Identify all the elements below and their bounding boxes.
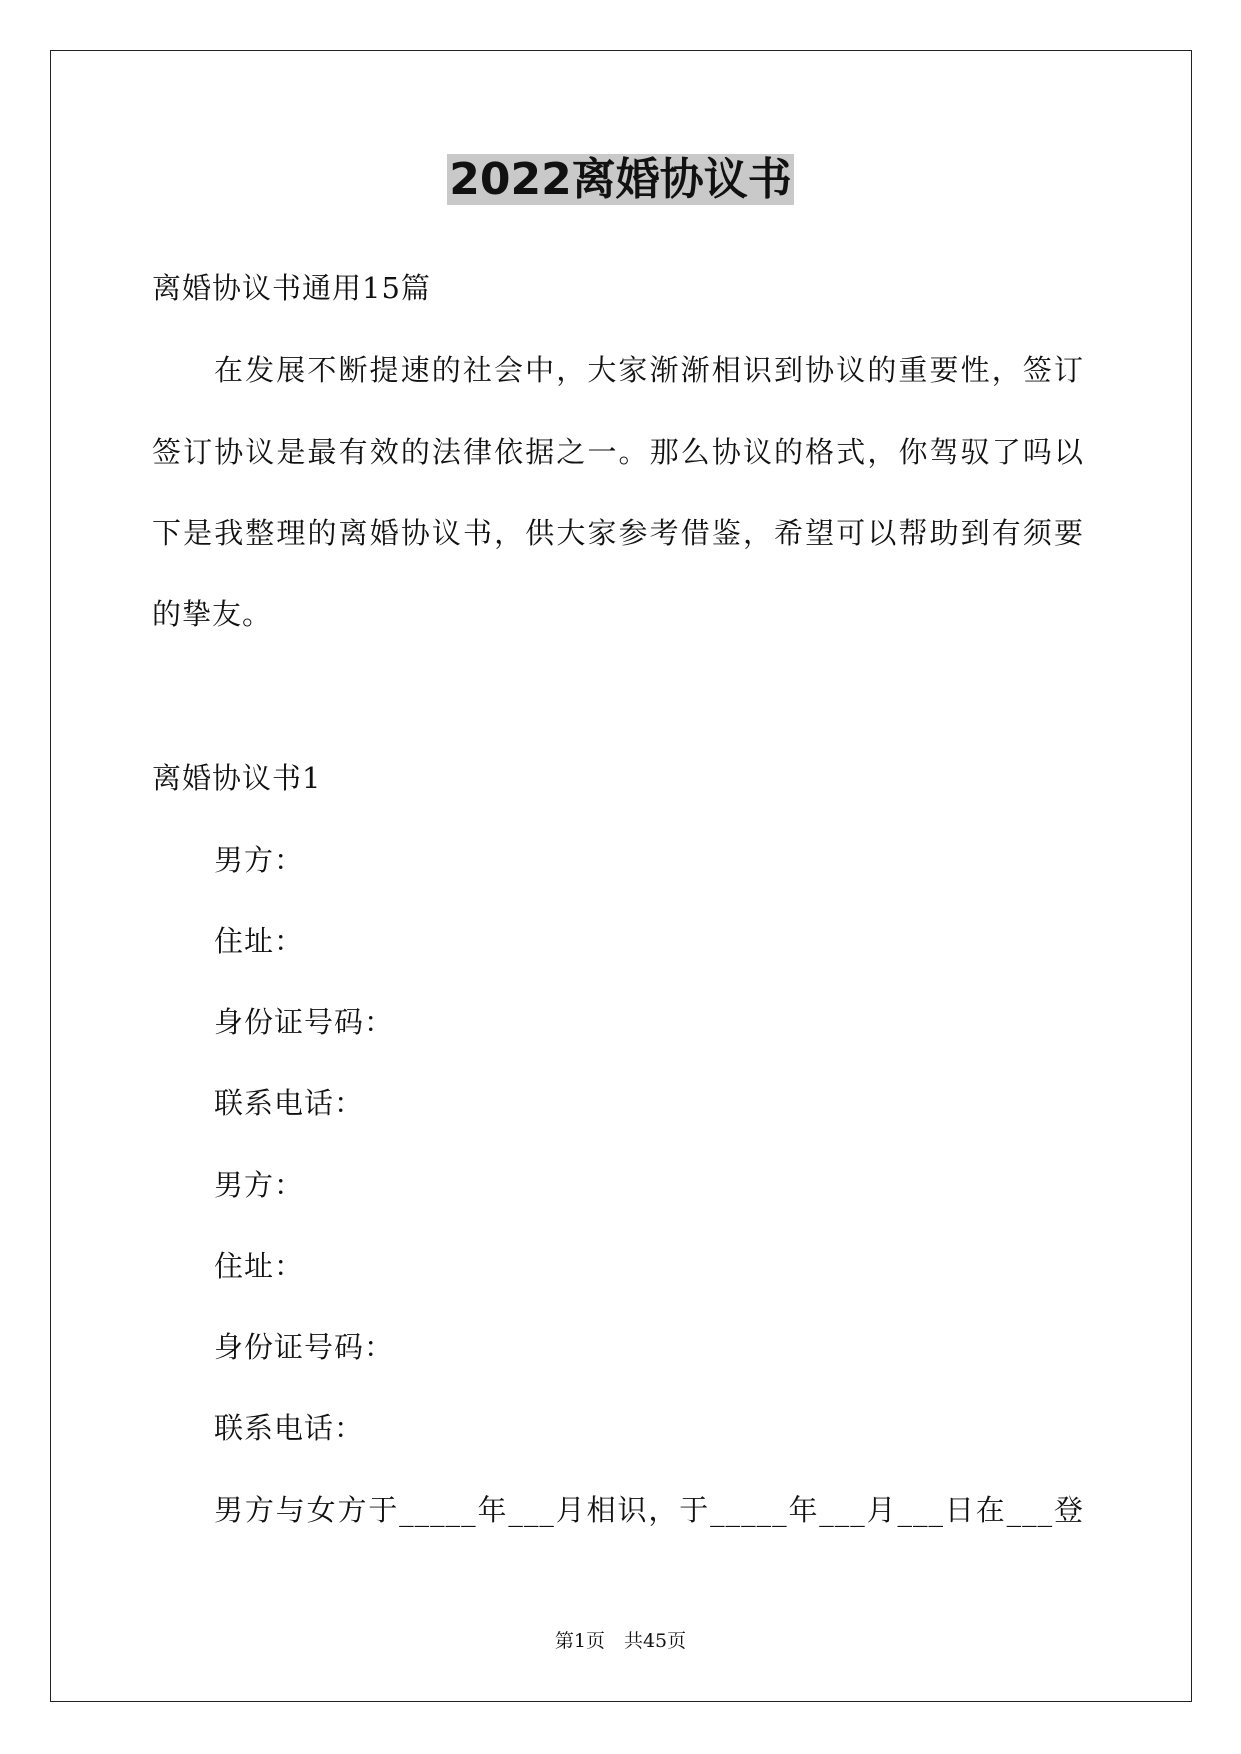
field-phone-2: 联系电话： [214,1411,365,1445]
field-address: 住址： [214,924,305,958]
field-id-number-2: 身份证号码： [214,1330,395,1364]
document-title [0,150,1241,210]
intro-line-1: 在发展不断提速的社会中，大家渐渐相识到协议的重要性，签订 [214,353,1084,387]
marriage-statement-line: 男方与女方于_____年___月相识，于_____年___月___日在___登 [214,1493,1084,1527]
field-address-2: 住址： [214,1249,305,1283]
intro-line-3: 下是我整理的离婚协议书，供大家参考借鉴，希望可以帮助到有须要 [152,516,1084,550]
field-male-party-2: 男方： [214,1168,305,1202]
document-subtitle: 离婚协议书通用15篇 [152,271,431,305]
section-heading: 离婚协议书1 [152,761,322,795]
field-male-party: 男方： [214,843,305,877]
intro-line-4: 的挚友。 [152,597,273,631]
field-id-number: 身份证号码： [214,1005,395,1039]
page-footer: 第1页 共45页 [554,1630,687,1652]
field-phone: 联系电话： [214,1086,365,1120]
document-title-text: 2022离婚协议书 [449,154,792,205]
intro-line-2: 签订协议是最有效的法律依据之一。那么协议的格式，你驾驭了吗以 [152,435,1084,469]
